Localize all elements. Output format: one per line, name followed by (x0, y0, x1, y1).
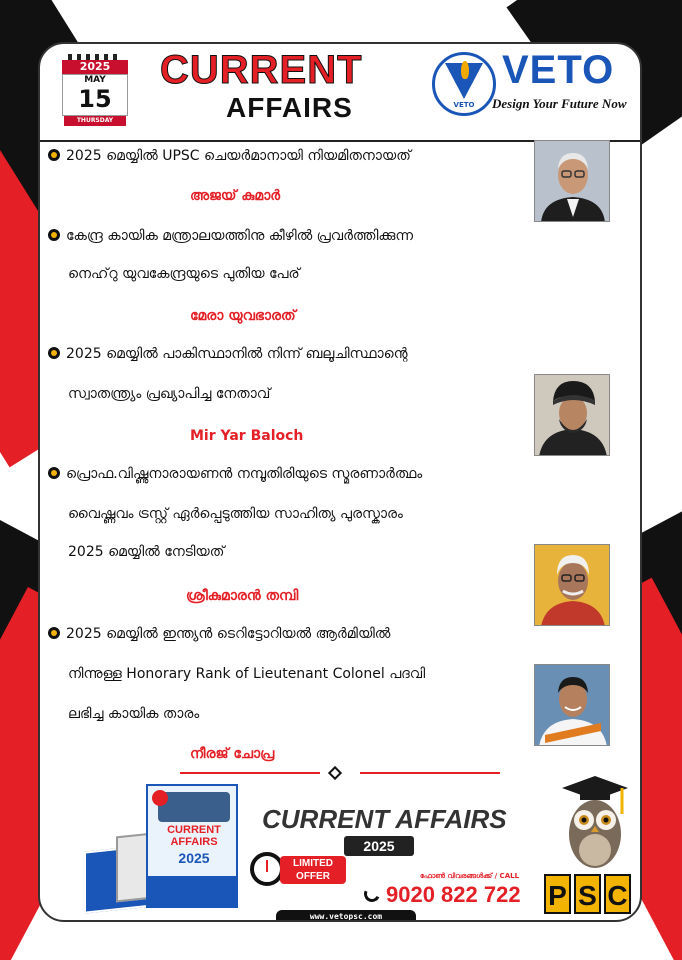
bullet-icon (48, 347, 60, 359)
page-title-line1: CURRENT (160, 48, 363, 92)
question-line: പ്രൊഫ.വിഷ്ണുനാരായണൻ നമ്പൂതിരിയുടെ സ്മരണാർത്ഥം (66, 466, 423, 482)
calendar-date (62, 74, 128, 116)
logo-text: VETO (453, 101, 475, 109)
book-stack-image (84, 784, 242, 918)
calendar-icon (62, 56, 128, 128)
answer-3: Mir Yar Baloch (190, 428, 304, 444)
calendar-month: MAY (84, 75, 106, 85)
ad-year: 2025 (344, 836, 414, 856)
question-1 (48, 148, 411, 164)
torch-icon (461, 61, 469, 79)
answer-2: മേരാ യുവഭാരത് (190, 308, 296, 324)
section-divider (180, 768, 500, 778)
calendar-year: 2025 (62, 60, 128, 74)
calendar-weekday: THURSDAY (64, 116, 126, 126)
phone-icon (362, 884, 383, 905)
psc-badge (544, 874, 631, 914)
page-title-line2: AFFAIRS (226, 92, 353, 123)
question-line: 2025 മെയ്യിൽ ഇന്ത്യൻ ടെറിട്ടോറിയൽ ആർമിയിൽ (66, 626, 391, 642)
call-label: ഫോൺ വിവരങ്ങൾക്ക് / CALL (420, 872, 520, 880)
psc-letter: S (574, 874, 601, 914)
stopwatch-icon (250, 852, 284, 886)
question-2 (48, 228, 413, 244)
answer-4: ശ്രീകുമാരൻ തമ്പി (186, 588, 299, 604)
answer-5: നീരജ് ചോപ്ര (190, 746, 275, 762)
question-4-line-3: 2025 മെയ്യിൽ നേടിയത് (68, 544, 225, 560)
portrait-athlete-icon (534, 664, 610, 746)
brand-name: VETO (502, 48, 615, 92)
portrait-man-turban-icon (534, 374, 610, 456)
question-5 (48, 626, 390, 642)
psc-letter: P (544, 874, 571, 914)
ad-title: CURRENT AFFAIRS (262, 804, 507, 834)
portrait-elderly-man-icon (534, 544, 610, 626)
bullet-icon (48, 149, 60, 161)
portrait-man-glasses-icon (534, 140, 610, 222)
question-line: 2025 മെയ്യിൽ പാകിസ്ഥാനിൽ നിന്ന് ബലൂചിസ്ഥാന്റെ (66, 346, 408, 362)
website-url[interactable]: www.vetopsc.com (276, 910, 416, 922)
offer-label (280, 856, 346, 884)
psc-letter: C (604, 874, 631, 914)
phone-number[interactable]: 9020 822 722 (386, 882, 521, 907)
calendar-day: 15 (78, 85, 112, 113)
question-4-line-2: വൈഷ്ണവം ട്രസ്റ്റ് ഏർപ്പെടുത്തിയ സാഹിത്യ പുരസ്കാരം (68, 506, 403, 522)
bullet-icon (48, 467, 60, 479)
offer-line-2: OFFER (296, 871, 330, 882)
question-4 (48, 466, 422, 482)
question-5-line-3: ലഭിച്ച കായിക താരം (68, 706, 200, 722)
question-3-line-2: സ്വാതന്ത്ര്യം പ്രഖ്യാപിച്ച നേതാവ് (68, 386, 271, 402)
limited-offer-badge (250, 850, 346, 890)
bullet-icon (48, 627, 60, 639)
question-5-line-2: നിന്നുള്ള Honorary Rank of Lieutenant Colonel പദവി (68, 666, 426, 682)
book-title: CURRENT AFFAIRS (167, 824, 221, 848)
brand-tagline: Design Your Future Now (492, 96, 627, 111)
book-cover (146, 784, 238, 908)
cover-badge-icon (152, 790, 168, 806)
owl-graduate-icon (560, 774, 630, 874)
question-line: 2025 മെയ്യിൽ UPSC ചെയർമാനായി നിയമിതനായത് (66, 148, 411, 164)
offer-line-1: LIMITED (293, 858, 333, 869)
cover-band (148, 876, 236, 906)
bullet-icon (48, 229, 60, 241)
book-year: 2025 (178, 850, 210, 866)
question-line: കേന്ദ്ര കായിക മന്ത്രാലയത്തിനു കീഴിൽ പ്രവർത്തിക്കുന്ന (66, 228, 414, 244)
question-2-line-2: നെഹ്‌റു യുവകേന്ദ്രയുടെ പുതിയ പേര് (68, 266, 300, 282)
veto-logo (432, 52, 496, 116)
question-3 (48, 346, 408, 362)
content-card (38, 42, 642, 922)
answer-1: അജയ് കുമാർ (190, 188, 281, 204)
cover-photo (158, 792, 230, 822)
